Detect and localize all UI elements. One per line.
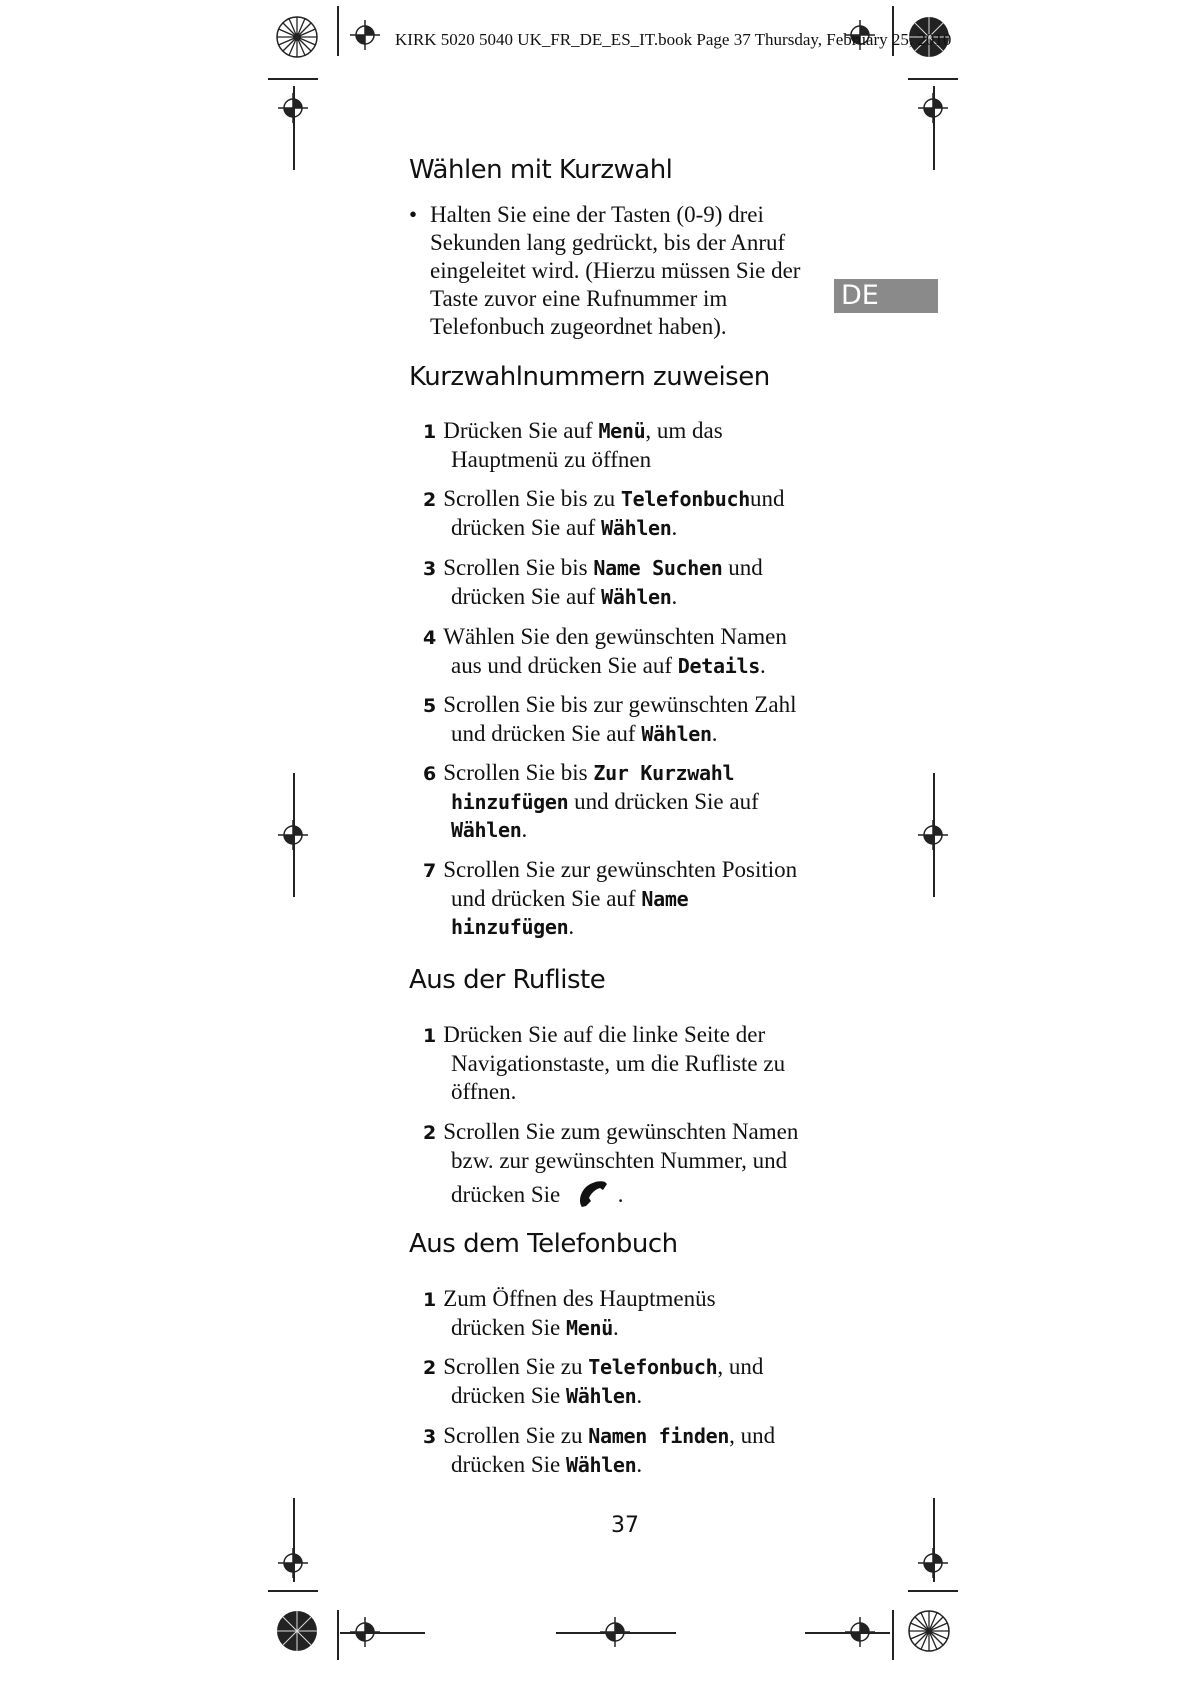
menu-key-label: Wählen xyxy=(451,818,522,842)
menu-key-label: Name Suchen xyxy=(593,556,723,580)
list-item: 1 Drücken Sie auf Menü, um das Hauptmenü zu öffnen xyxy=(423,418,723,472)
color-registration-icon xyxy=(276,16,318,58)
menu-key-label: Wählen xyxy=(565,1384,637,1408)
bullet-icon: • xyxy=(409,202,418,227)
list-item: 3 Scrollen Sie bis Name Suchen und drücken Sie auf Wählen. xyxy=(423,555,763,609)
menu-key-label: Namen finden xyxy=(588,1424,730,1448)
step-number: 2 xyxy=(423,489,437,511)
section-heading: Kurzwahlnummern zuweisen xyxy=(409,362,770,392)
list-item: 1 Zum Öffnen des Hauptmenüs drücken Sie Menü. xyxy=(423,1286,716,1340)
page-number: 37 xyxy=(611,1513,639,1538)
registration-mark-icon xyxy=(350,1617,380,1647)
menu-key-label: hinzufügen xyxy=(451,790,569,814)
registration-mark-icon xyxy=(350,20,380,50)
section-heading: Wählen mit Kurzwahl xyxy=(409,155,673,185)
list-item: 2 Scrollen Sie zum gewünschten Namen bzw. zur gewünschten Nummer, und drücken Sie . xyxy=(423,1118,823,1211)
bullet-text: Halten Sie eine der Tasten (0-9) drei Sekunden lang gedrückt, bis der Anruf eingeleitet wird. (Hierzu müssen Sie der Taste zuvor eine Rufnummer im Telefonbuch zugeordnet haben). xyxy=(430,202,801,339)
step-number: 7 xyxy=(423,860,437,882)
menu-key-label: Zur Kurzwahl xyxy=(593,761,735,785)
color-registration-icon xyxy=(908,1610,950,1652)
section-heading: Aus dem Telefonbuch xyxy=(409,1229,678,1259)
menu-key-label: Wählen xyxy=(601,585,672,609)
step-number: 1 xyxy=(423,1025,437,1047)
menu-key-label: Telefonbuch xyxy=(588,1355,718,1379)
menu-key-label: Wählen xyxy=(601,516,672,540)
step-number: 5 xyxy=(423,695,437,717)
menu-key-label: Wählen xyxy=(641,722,712,746)
list-item: 1 Drücken Sie auf die linke Seite der Navigationstaste, um die Rufliste zu öffnen. xyxy=(423,1022,786,1104)
registration-mark-icon xyxy=(278,93,308,123)
step-number: 1 xyxy=(423,1289,437,1311)
list-item: 5 Scrollen Sie bis zur gewünschten Zahl und drücken Sie auf Wählen. xyxy=(423,692,797,746)
menu-key-label: Details xyxy=(677,654,760,678)
step-number: 4 xyxy=(423,627,437,649)
registration-mark-icon xyxy=(278,820,308,850)
registration-mark-icon xyxy=(918,820,948,850)
list-item: 6 Scrollen Sie bis Zur Kurzwahl hinzufügen und drücken Sie auf Wählen. xyxy=(423,760,759,842)
print-slug: KIRK 5020 5040 UK_FR_DE_ES_IT.book Page 37 Thursday, February 25, 2010 xyxy=(395,30,952,49)
language-tab: DE xyxy=(834,279,938,313)
menu-key-label: Name xyxy=(641,887,689,911)
color-registration-icon xyxy=(276,1610,318,1652)
list-item: 2 Scrollen Sie bis zu Telefonbuchund drücken Sie auf Wählen. xyxy=(423,486,785,540)
section-heading: Aus der Rufliste xyxy=(409,965,606,995)
list-item: 3 Scrollen Sie zu Namen finden, und drücken Sie Wählen. xyxy=(423,1423,776,1477)
phone-handset-icon xyxy=(576,1179,612,1211)
list-item: 7 Scrollen Sie zur gewünschten Position und drücken Sie auf Name hinzufügen. xyxy=(423,857,798,939)
step-number: 6 xyxy=(423,763,437,785)
registration-mark-icon xyxy=(845,1617,875,1647)
registration-mark-icon xyxy=(918,93,948,123)
menu-key-label: Wählen xyxy=(565,1453,637,1477)
registration-mark-icon xyxy=(278,1548,308,1578)
registration-mark-icon xyxy=(918,1548,948,1578)
step-number: 1 xyxy=(423,421,437,443)
menu-key-label: Menü xyxy=(598,419,646,443)
registration-mark-icon xyxy=(600,1617,630,1647)
step-number: 3 xyxy=(423,558,437,580)
menu-key-label: Menü xyxy=(565,1316,613,1340)
step-number: 3 xyxy=(423,1426,437,1448)
bullet-item xyxy=(409,201,819,341)
menu-key-label: hinzufügen xyxy=(451,915,569,939)
list-item: 4 Wählen Sie den gewünschten Namen aus und drücken Sie auf Details. xyxy=(423,624,787,678)
list-item: 2 Scrollen Sie zu Telefonbuch, und drücken Sie Wählen. xyxy=(423,1354,764,1408)
step-number: 2 xyxy=(423,1122,437,1144)
step-number: 2 xyxy=(423,1357,437,1379)
menu-key-label: Telefonbuch xyxy=(620,487,750,511)
